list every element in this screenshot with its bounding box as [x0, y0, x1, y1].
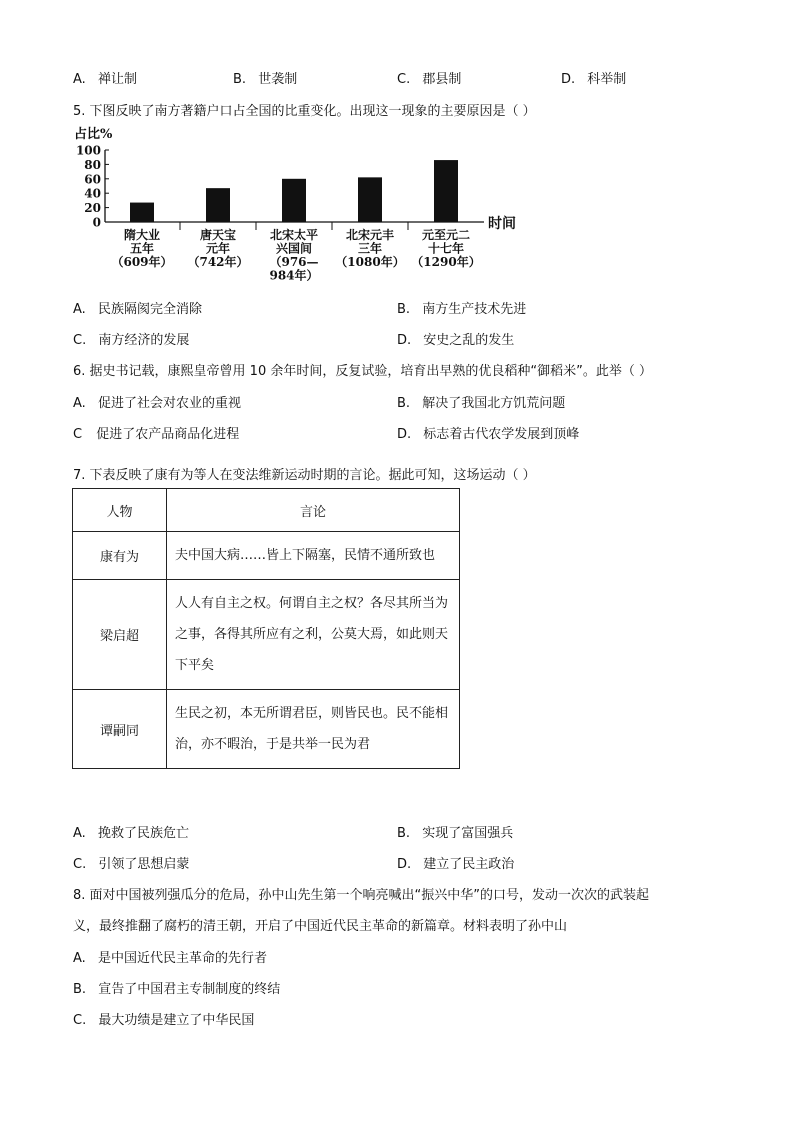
option-letter: C.	[397, 72, 411, 87]
option-text: 安史之乱的发生	[423, 333, 515, 348]
table-row	[73, 532, 460, 580]
q7-option-c	[73, 853, 189, 872]
q7-quote-table	[72, 488, 460, 769]
q5-option-d	[397, 329, 514, 348]
option-text: 建立了民主政治	[423, 857, 515, 872]
option-letter: B.	[397, 302, 411, 317]
data-bar	[358, 177, 382, 222]
x-category-label: 隋大业	[123, 228, 161, 242]
x-category-label: 三年	[357, 241, 383, 256]
q5-bar-chart	[72, 126, 532, 286]
option-text: 解决了我国北方饥荒问题	[422, 396, 566, 411]
y-tick-label: 100	[75, 143, 101, 158]
option-letter: B.	[233, 72, 247, 87]
q5-stem: 5. 下图反映了南方著籍户口占全国的比重变化。出现这一现象的主要原因是（ ）	[73, 104, 536, 119]
table-row	[73, 690, 460, 769]
option-text: 引领了思想启蒙	[98, 857, 190, 872]
q5-option-a	[73, 298, 202, 317]
q4-option-d	[561, 68, 626, 87]
q5-option-b	[397, 298, 526, 317]
x-category-label: （742年）	[187, 255, 249, 269]
y-tick-label: 40	[84, 186, 101, 201]
option-letter: D.	[397, 333, 412, 348]
person-cell: 谭嗣同	[73, 690, 167, 769]
option-text: 标志着古代农学发展到顶峰	[423, 427, 580, 442]
table-header-row	[73, 489, 460, 532]
option-letter: C	[73, 427, 83, 442]
option-text: 南方生产技术先进	[422, 302, 527, 317]
option-letter: A.	[73, 826, 86, 841]
option-letter: D.	[561, 72, 576, 87]
x-category-label: 元年	[205, 241, 231, 256]
q8-stem-line-2: 义，最终推翻了腐朽的清王朝，开启了中国近代民主革命的新篇章。材料表明了孙中山	[73, 919, 568, 934]
option-text: 促进了农产品商品化进程	[96, 427, 240, 442]
option-letter: C.	[73, 857, 87, 872]
x-axis-title: 时间	[488, 216, 516, 232]
q6-option-a	[73, 392, 241, 411]
option-letter: D.	[397, 857, 412, 872]
header-quote: 言论	[167, 489, 460, 532]
option-text: 世袭制	[258, 72, 298, 87]
q8-option-b	[73, 978, 280, 997]
person-cell: 梁启超	[73, 580, 167, 690]
x-category-label: 兴国间	[275, 241, 313, 256]
q8-option-c	[73, 1009, 254, 1028]
x-category-label: 唐天宝	[199, 228, 237, 242]
q5-option-c	[73, 329, 189, 348]
y-tick-label: 60	[84, 172, 101, 187]
x-category-label: （1290年）	[411, 255, 481, 269]
q6-stem: 6. 据史书记载，康熙皇帝曾用 10 余年时间，反复试验，培育出早熟的优良稻种“御稻米”。此举（ ）	[73, 364, 652, 379]
data-bar	[206, 188, 230, 222]
option-text: 科举制	[587, 72, 627, 87]
y-tick-label: 0	[92, 215, 101, 230]
option-text: 郡县制	[422, 72, 462, 87]
q4-option-b	[233, 68, 297, 87]
option-text: 最大功绩是建立了中华民国	[98, 1013, 255, 1028]
option-text: 禅让制	[97, 72, 137, 87]
y-tick-label: 20	[84, 201, 101, 216]
option-letter: D.	[397, 427, 412, 442]
option-text: 是中国近代民主革命的先行者	[97, 951, 267, 966]
x-category-label: （976—	[269, 255, 319, 269]
option-text: 宣告了中国君主专制制度的终结	[98, 982, 281, 997]
option-text: 促进了社会对农业的重视	[97, 396, 241, 411]
y-axis-title: 占比%	[74, 127, 113, 142]
q7-option-b	[397, 822, 513, 841]
option-text: 挽救了民族危亡	[97, 826, 189, 841]
x-category-label: 五年	[129, 241, 155, 256]
option-letter: B.	[397, 396, 411, 411]
q7-option-a	[73, 822, 189, 841]
option-letter: A.	[73, 396, 86, 411]
x-category-label: 十七年	[427, 241, 465, 256]
option-letter: B.	[397, 826, 411, 841]
x-category-label: 北宋元丰	[345, 228, 395, 242]
option-text: 南方经济的发展	[98, 333, 190, 348]
table-row	[73, 580, 460, 690]
y-tick-label: 80	[84, 157, 101, 172]
q7-stem: 7. 下表反映了康有为等人在变法维新运动时期的言论。据此可知，这场运动（ ）	[73, 468, 536, 483]
q8-stem-line-1: 8. 面对中国被列强瓜分的危局，孙中山先生第一个响亮喊出“振兴中华”的口号，发动一次次的武装起	[73, 888, 650, 903]
x-category-label: 元至元二	[421, 228, 471, 242]
x-category-label: （609年）	[111, 255, 173, 269]
q8-option-a	[73, 947, 267, 966]
q4-option-c	[397, 68, 461, 87]
q7-option-d	[397, 853, 514, 872]
option-letter: B.	[73, 982, 87, 997]
option-text: 民族隔阂完全消除	[97, 302, 202, 317]
quote-cell: 夫中国大病……皆上下隔塞，民情不通所致也	[167, 532, 460, 580]
option-letter: A.	[73, 951, 86, 966]
q4-option-a	[73, 68, 137, 87]
option-letter: A.	[73, 72, 86, 87]
quote-cell: 人人有自主之权。何谓自主之权？各尽其所当为之事，各得其所应有之利，公莫大焉，如此则天下平矣	[167, 580, 460, 690]
data-bar	[130, 203, 154, 222]
person-cell: 康有为	[73, 532, 167, 580]
header-person: 人物	[73, 489, 167, 532]
data-bar	[282, 179, 306, 222]
option-letter: C.	[73, 333, 87, 348]
q6-option-c	[73, 423, 239, 442]
x-category-label: （1080年）	[335, 255, 405, 269]
x-category-label: 984年）	[269, 268, 319, 283]
q6-option-d	[397, 423, 579, 442]
q6-option-b	[397, 392, 565, 411]
quote-cell: 生民之初，本无所谓君臣，则皆民也。民不能相治，亦不暇治，于是共举一民为君	[167, 690, 460, 769]
option-letter: A.	[73, 302, 86, 317]
option-letter: C.	[73, 1013, 87, 1028]
option-text: 实现了富国强兵	[422, 826, 514, 841]
data-bar	[434, 160, 458, 222]
x-category-label: 北宋太平	[269, 228, 319, 242]
